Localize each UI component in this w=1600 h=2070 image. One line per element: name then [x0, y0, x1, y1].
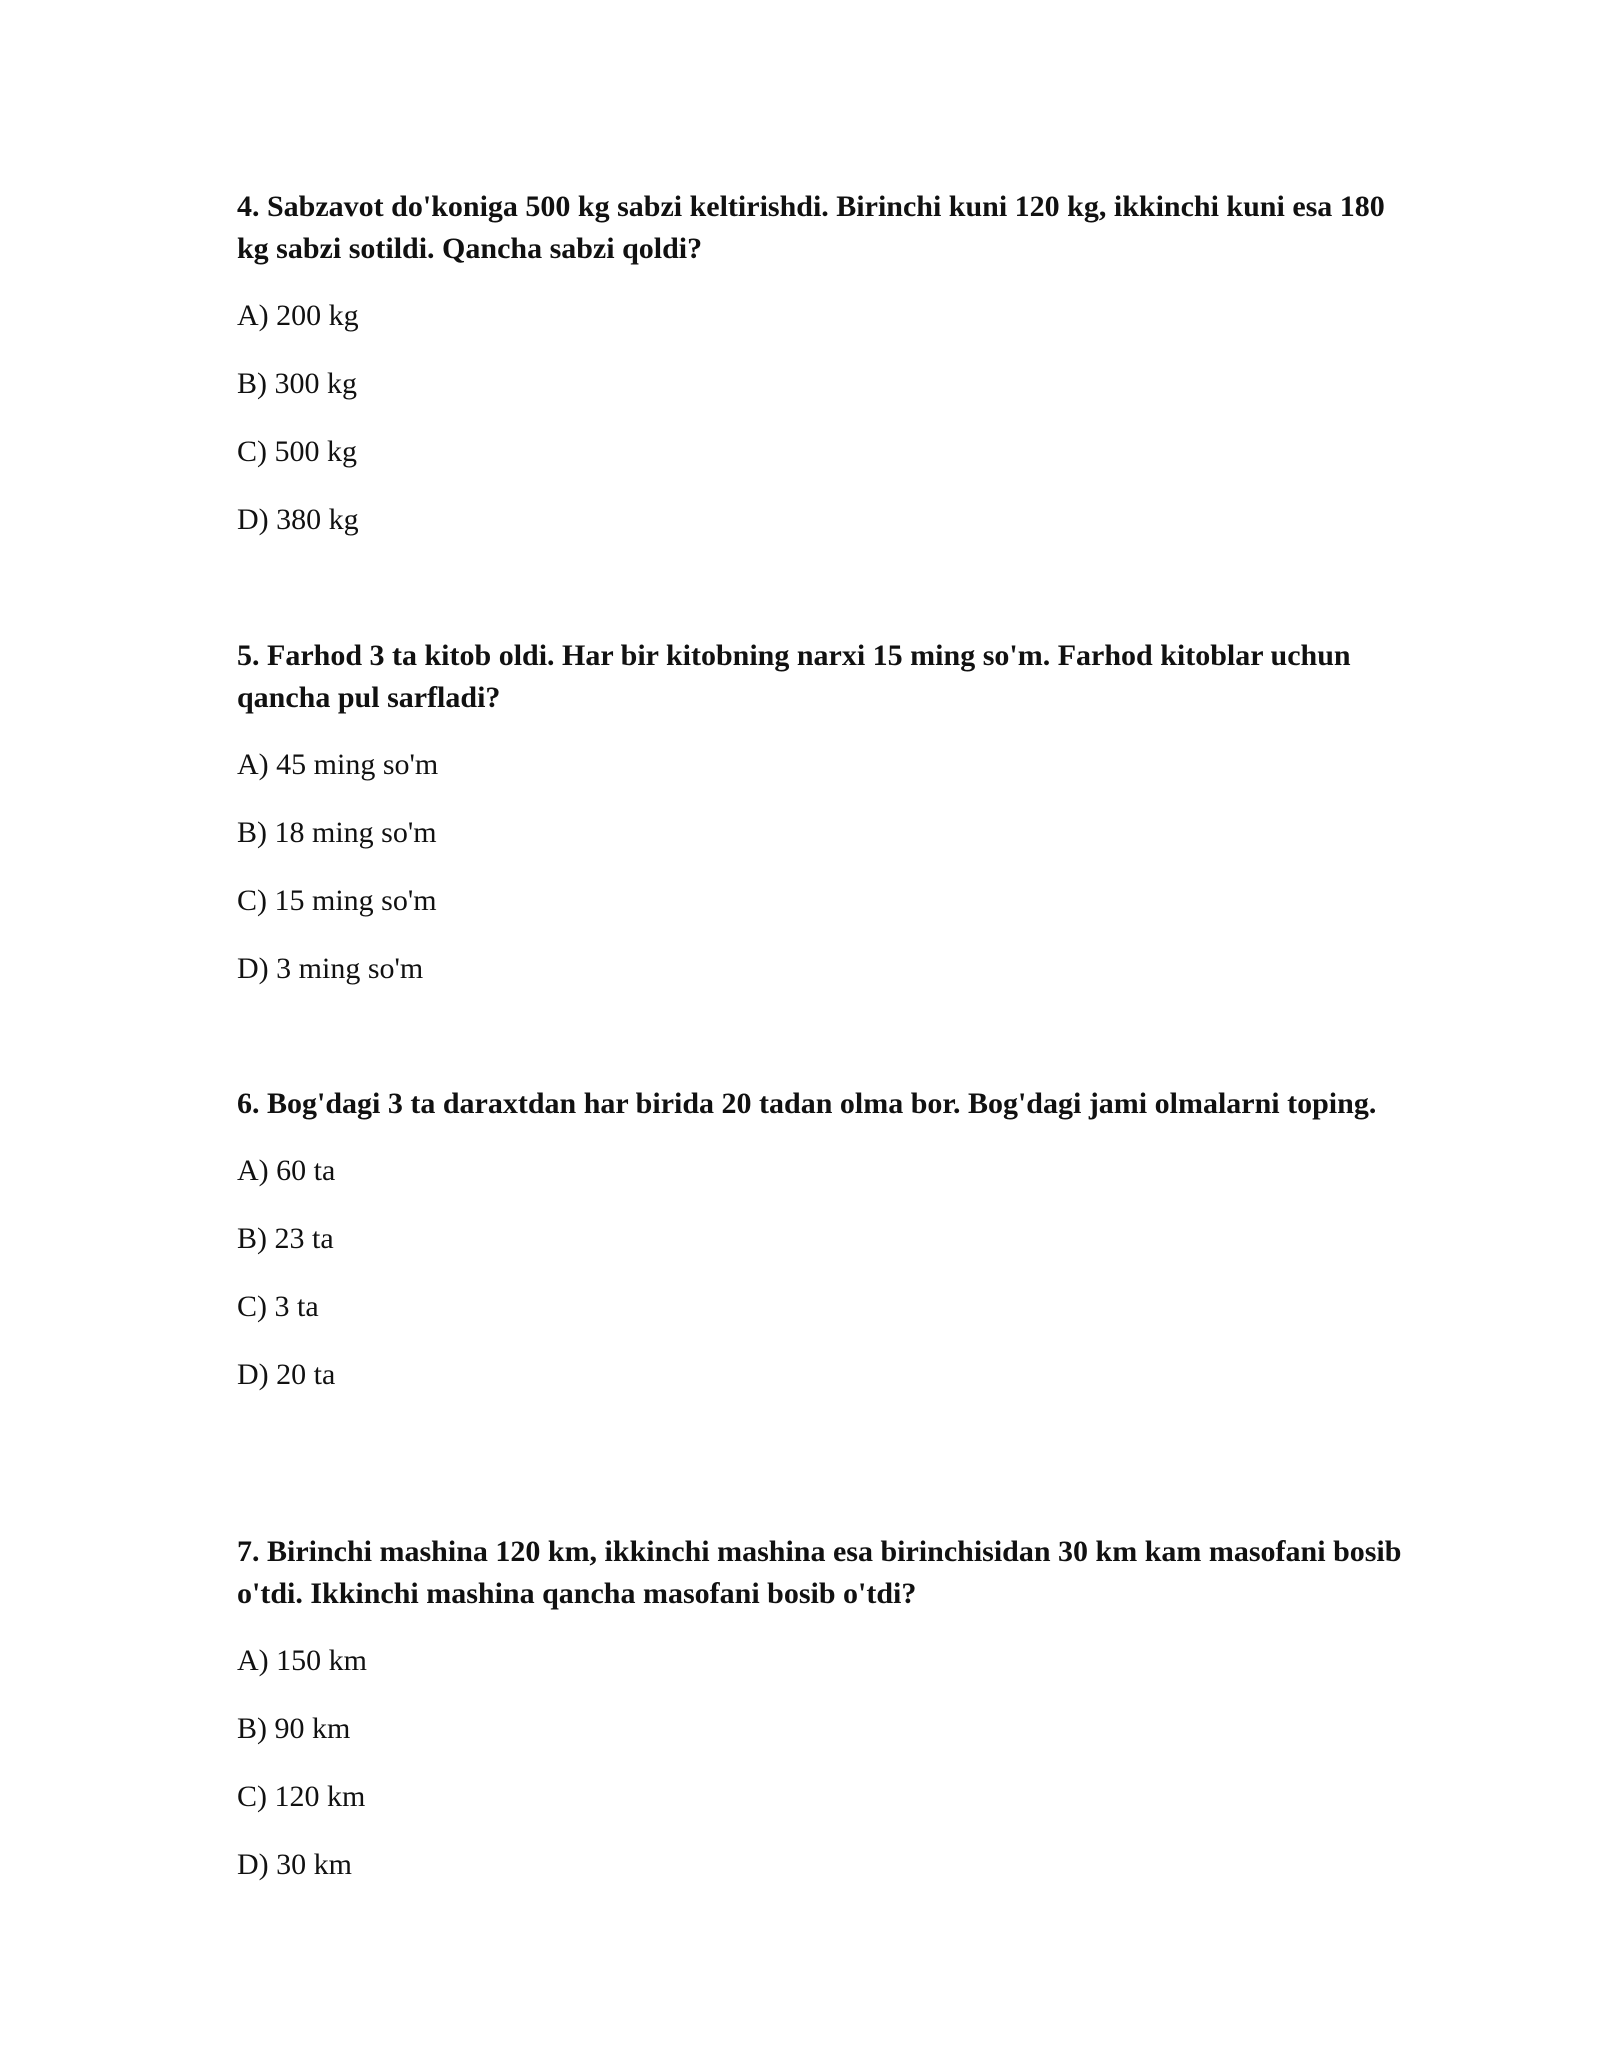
option-a: A) 150 km: [237, 1644, 367, 1677]
question-text: 7. Birinchi mashina 120 km, ikkinchi mashina esa birinchisidan 30 km kam masofani bosib o'tdi. Ikkinchi mashina qancha masofani bosib o'tdi?: [237, 1535, 1402, 1610]
option-a: A) 45 ming so'm: [237, 748, 439, 781]
option-d: D) 20 ta: [237, 1358, 336, 1391]
option-b: B) 18 ming so'm: [237, 816, 437, 849]
option-c: C) 120 km: [237, 1780, 366, 1813]
option-a: A) 200 kg: [237, 299, 359, 332]
option-d: D) 380 kg: [237, 503, 359, 536]
answer-options: [237, 1151, 1417, 1395]
option-c: C) 3 ta: [237, 1290, 319, 1323]
option-d: D) 30 km: [237, 1848, 352, 1881]
question-text: 4. Sabzavot do'koniga 500 kg sabzi keltirishdi. Birinchi kuni 120 kg, ikkinchi kuni esa 180 kg sabzi sotildi. Qancha sabzi qoldi?: [237, 190, 1385, 265]
question-text: 5. Farhod 3 ta kitob oldi. Har bir kitobning narxi 15 ming so'm. Farhod kitoblar uchun qancha pul sarfladi?: [237, 639, 1351, 714]
option-d: D) 3 ming so'm: [237, 952, 424, 985]
answer-options: [237, 745, 1417, 989]
question-6: [237, 1083, 1417, 1423]
question-7: [237, 1531, 1417, 1913]
question-text: 6. Bog'dagi 3 ta daraxtdan har birida 20 tadan olma bor. Bog'dagi jami olmalarni toping.: [237, 1087, 1377, 1120]
question-4: [237, 186, 1417, 568]
option-c: C) 15 ming so'm: [237, 884, 437, 917]
option-a: A) 60 ta: [237, 1154, 336, 1187]
answer-options: [237, 296, 1417, 540]
option-b: B) 23 ta: [237, 1222, 334, 1255]
option-b: B) 300 kg: [237, 367, 357, 400]
answer-options: [237, 1641, 1417, 1885]
question-5: [237, 635, 1417, 1017]
option-b: B) 90 km: [237, 1712, 351, 1745]
option-c: C) 500 kg: [237, 435, 357, 468]
